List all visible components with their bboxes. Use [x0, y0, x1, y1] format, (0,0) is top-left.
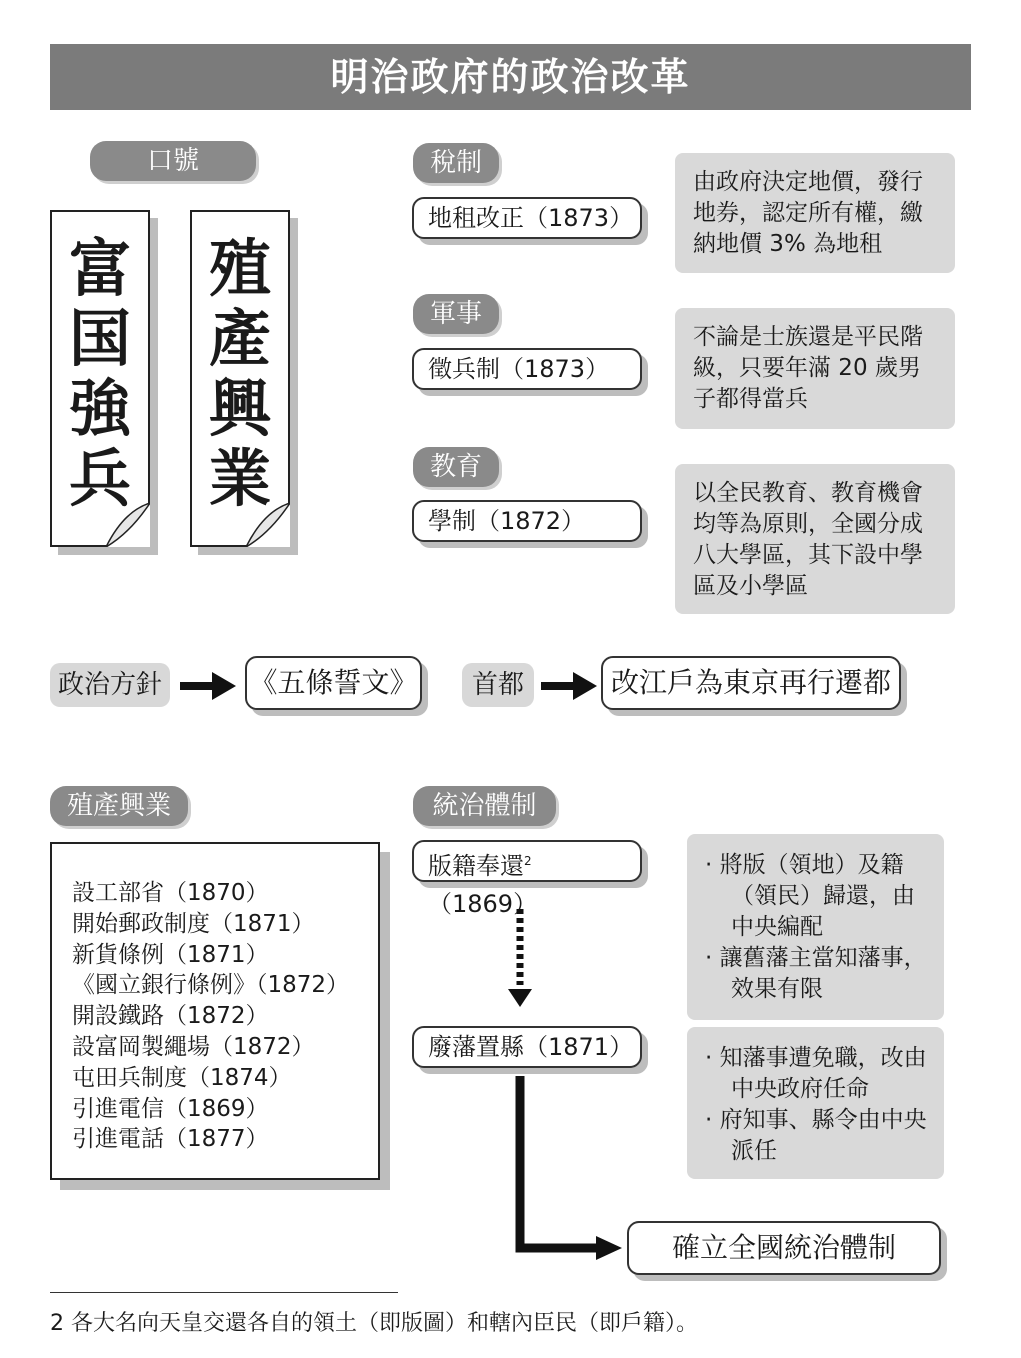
reform-item-tax: 地租改正（1873） [412, 197, 642, 239]
dotted-arrow-down-icon [505, 905, 535, 1009]
governance-step1 [412, 840, 642, 918]
slogan-char: 富 [68, 232, 131, 305]
detail-bullet: · 讓舊藩主當知藩事，效果有限 [705, 945, 927, 1002]
slogan-scroll-right [190, 210, 290, 547]
slogans-header: 口號 [90, 141, 256, 181]
detail-bullet: · 府知事、縣令由中央派任 [705, 1107, 927, 1164]
list-item: 《國立銀行條例》（1872） [72, 972, 350, 999]
list-item: 引進電信（1869） [72, 1095, 269, 1122]
step1-details [687, 834, 944, 1020]
arrow-right-icon [541, 670, 597, 702]
footnote-divider [50, 1292, 398, 1293]
reform-item-education: 學制（1872） [412, 500, 642, 542]
list-item: 引進電話（1877） [72, 1126, 269, 1153]
slogan-char: 興 [208, 372, 271, 445]
list-item: 新貨條例（1871） [72, 941, 269, 968]
industry-header: 殖產興業 [50, 786, 188, 826]
slogan-char: 產 [208, 302, 271, 375]
reform-detail-education: 以全民教育、教育機會均等為原則，全國分成八大學區，其下設中學區及小學區 [675, 464, 955, 614]
list-item: 屯田兵制度（1874） [72, 1064, 292, 1091]
step2-details [687, 1027, 944, 1179]
category-military: 軍事 [413, 294, 499, 334]
page-curl-icon [246, 503, 290, 547]
category-tax: 稅制 [413, 143, 499, 183]
page-curl-icon [106, 503, 150, 547]
detail-bullet: · 將版（領地）及籍（領民）歸還，由中央編配 [705, 852, 915, 940]
slogan-char: 業 [208, 442, 271, 515]
reform-detail-military: 不論是士族還是平民階級，只要年滿 20 歲男子都得當兵 [675, 308, 955, 429]
governance-result: 確立全國統治體制 [627, 1221, 941, 1275]
detail-bullet: · 知藩事遭免職，改由中央政府任命 [705, 1045, 927, 1102]
arrow-right-icon [180, 670, 236, 702]
capital-label: 首都 [462, 663, 534, 707]
category-education: 教育 [413, 447, 499, 487]
slogan-scroll-left [50, 210, 150, 547]
industry-list [50, 842, 380, 1180]
governance-header: 統治體制 [413, 786, 556, 826]
slogan-char: 国 [68, 302, 131, 375]
list-item: 開始郵政制度（1871） [72, 910, 315, 937]
reform-item-military: 徵兵制（1873） [412, 348, 642, 390]
step1-label: 版籍奉還 [428, 852, 524, 880]
slogan-char: 強 [68, 372, 131, 445]
list-item: 開設鐵路（1872） [72, 1003, 269, 1030]
footnote-mark: 2 [524, 854, 532, 868]
policy-value: 《五條誓文》 [245, 656, 422, 710]
capital-value: 改江戶為東京再行遷都 [601, 656, 901, 710]
list-item: 設工部省（1870） [72, 880, 269, 906]
elbow-arrow-icon [510, 1076, 625, 1266]
governance-step2: 廢藩置縣（1871） [412, 1026, 642, 1068]
policy-label: 政治方針 [50, 663, 170, 707]
slogan-char: 殖 [208, 232, 271, 305]
list-item: 設富岡製繩場（1872） [72, 1033, 315, 1060]
step1-year: （1869） [428, 890, 538, 918]
slogan-char: 兵 [68, 442, 131, 515]
footnote-text: 2 各大名向天皇交還各自的領土（即版圖）和轄內臣民（即戶籍）。 [50, 1311, 698, 1336]
reform-detail-tax: 由政府決定地價，發行地券，認定所有權，繳納地價 3% 為地租 [675, 153, 955, 273]
page-title: 明治政府的政治改革 [50, 44, 971, 110]
